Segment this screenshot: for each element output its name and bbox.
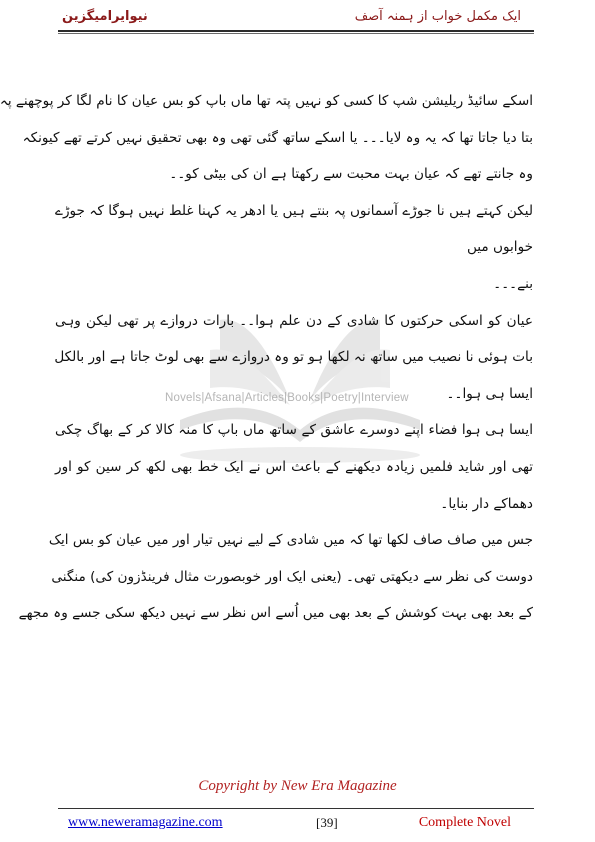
text-line: عیان کو اسکی حرکتوں کا شادی کے دن علم ہوا۔۔ بارات دروازے پر تھی لیکن وہی [55, 312, 533, 329]
footer-rule [58, 808, 534, 809]
header-rule [58, 30, 534, 32]
header-magazine-name: نیوایرامیگزین [62, 9, 148, 24]
text-line: دوست کی نظر سے دیکھتی تھی۔ (یعنی ایک اور خوبصورت مثال فرینڈزون کی) منگنی [51, 568, 533, 585]
text-line: لیکن کہتے ہیں نا جوڑے آسمانوں پہ بنتے ہیں یا ادھر یہ کہنا غلط نہیں ہوگا کہ جوڑے [55, 202, 533, 219]
page-number: [39] [316, 815, 338, 830]
text-line: ایسا ہی ہوا۔۔ [446, 385, 533, 402]
footer-label: Complete Novel [418, 815, 511, 830]
text-line: بات ہوئی نا نصیب میں ساتھ نہ لکھا ہو تو وہ دروازے سے بھی لوٹ جاتا ہے اور بالکل [54, 349, 533, 366]
text-line: جس میں صاف صاف لکھا تھا کہ میں شادی کے لیے نہیں تیار اور میں عیان کو بس ایک [48, 532, 533, 549]
text-line: تھی اور شاید فلمیں زیادہ دیکھنے کے باعث اس نے ایک خط بھی لکھ کر سین کو اور [55, 458, 533, 475]
text-line: خوابوں میں [466, 239, 533, 256]
body-text [0, 86, 533, 635]
website-link[interactable]: www.neweramagazine.com [68, 815, 223, 830]
text-line: کے بعد بھی بہت کوشش کے بعد بھی میں اُسے اس نظر سے نہیں دیکھ سکی جسے وہ مجھے [18, 605, 533, 622]
watermark-strip: Novels|Afsana|Articles|Books|Poetry|Interview [165, 392, 409, 404]
header-rule-thin [58, 33, 534, 34]
text-line: بتا دیا جاتا تھا کہ یہ وہ لایا۔۔۔ یا اسکے ساتھ گئی تھی وہ بھی تحقیق نہیں کرتے تھے کیونکہ [22, 129, 533, 146]
header-title: ایک مکمل خواب از ہمنہ آصف [354, 9, 521, 24]
text-line: وہ جانتے تھے کہ عیان بہت محبت سے رکھتا ہے ان کی بیٹی کو۔۔ [169, 166, 533, 183]
text-line: ایسا ہی ہوا فضاء اپنے دوسرے عاشق کے ساتھ ماں باپ کا منہ کالا کر کے بھاگ چکی [55, 422, 533, 439]
text-line: دھماکے دار بنایا۔ [440, 495, 533, 512]
text-line: بنے۔۔۔ [493, 275, 533, 292]
text-line: اسکے سائیڈ ریلیشن شپ کا کسی کو نہیں پتہ تھا ماں باپ کو بس عیان کا نام لگا کر پوچھنے پہ [0, 93, 533, 109]
copyright-notice: Copyright by New Era Magazine [198, 778, 397, 794]
